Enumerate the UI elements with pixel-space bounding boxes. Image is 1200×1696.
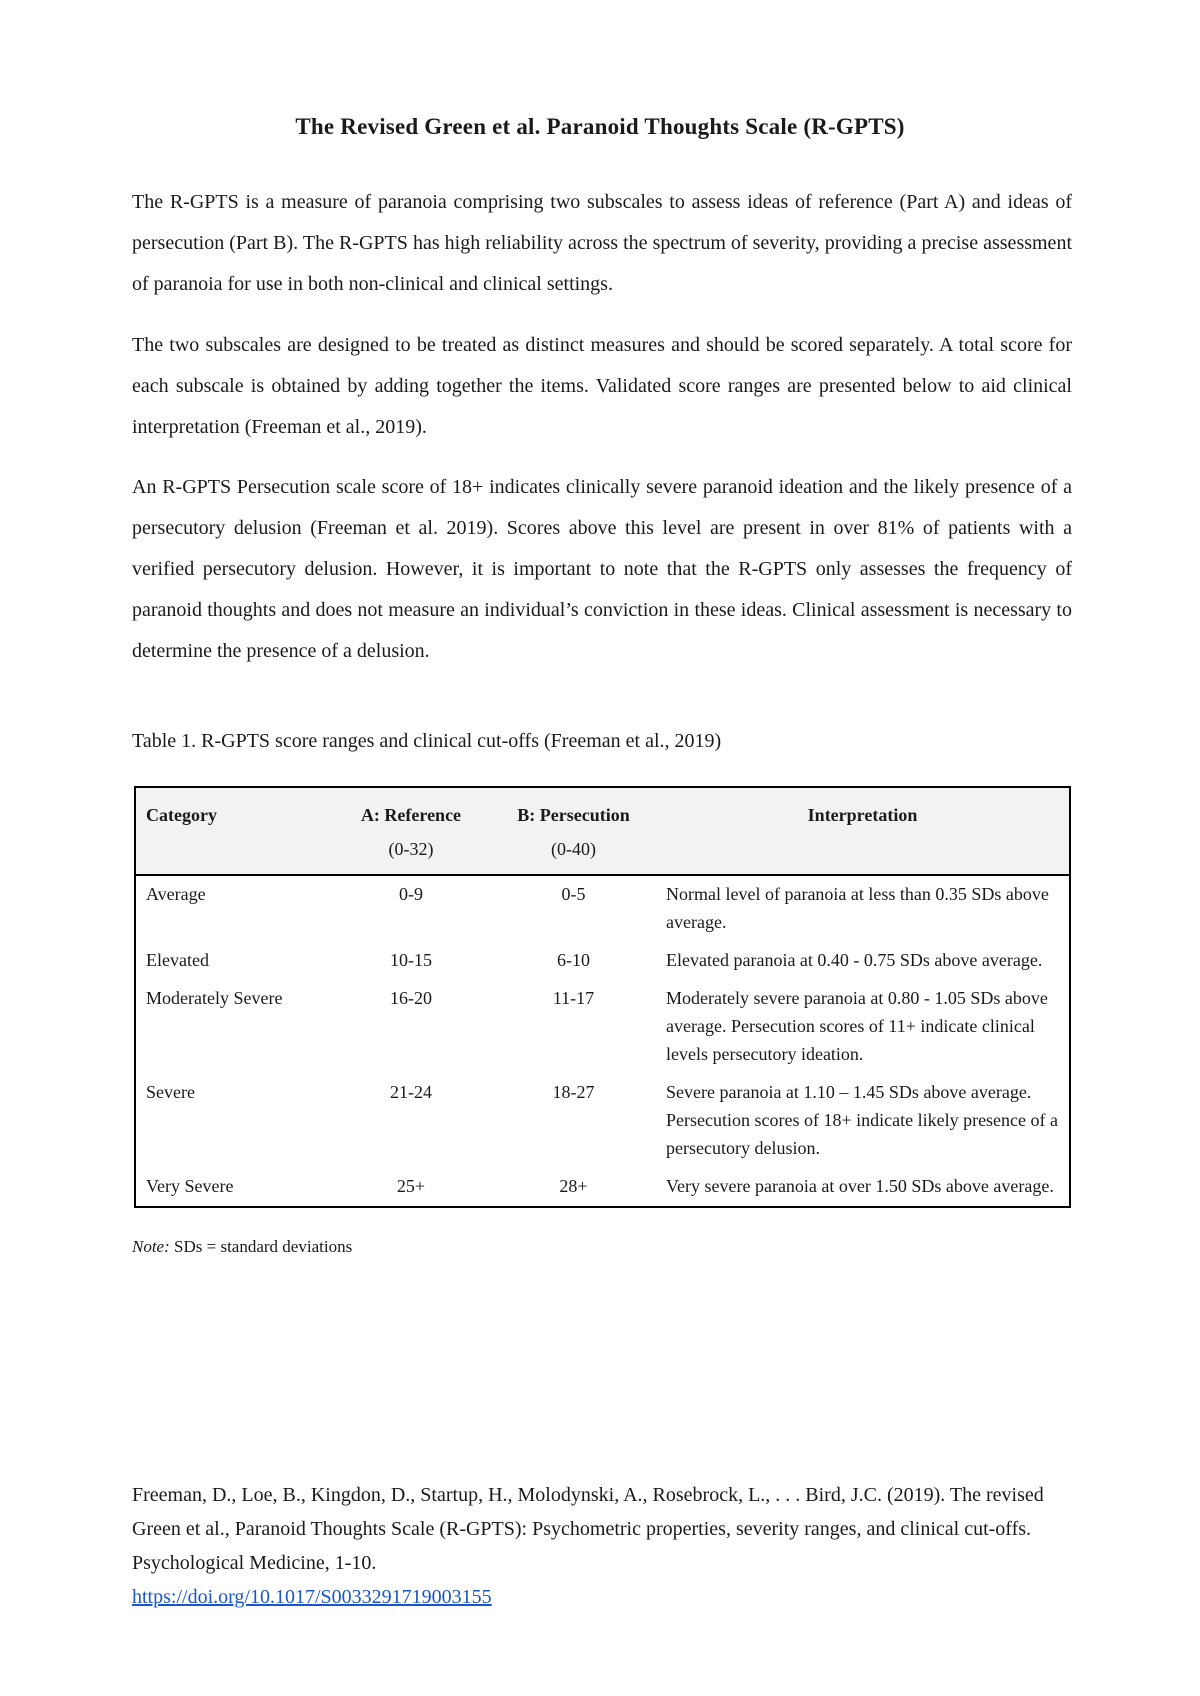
table-header-row: [135, 787, 1070, 875]
cell-reference: 25+: [396, 1176, 426, 1196]
cell-interpretation: Very severe paranoia at over 1.50 SDs above average.: [666, 1176, 1054, 1196]
cell-reference: 21-24: [390, 1082, 432, 1102]
cell-interpretation: Moderately severe paranoia at 0.80 - 1.05 SDs above average. Persecution scores of 11+ indicate clinical levels persecutory ideation.: [666, 988, 1048, 1064]
cell-reference: 10-15: [390, 950, 432, 970]
header-reference-label: A: Reference: [360, 805, 462, 825]
header-reference-range: (0-32): [388, 839, 434, 859]
header-category: [135, 787, 331, 875]
header-persecution-range: (0-40): [551, 839, 596, 859]
header-interpretation: [656, 787, 1070, 875]
cell-persecution: 28+: [559, 1176, 588, 1196]
table-row: [135, 875, 1070, 942]
table-row: [135, 1074, 1070, 1168]
cell-category: Severe: [146, 1082, 195, 1102]
cell-category: Average: [146, 884, 206, 904]
header-persecution: [491, 787, 656, 875]
cell-category: Moderately Severe: [146, 988, 283, 1008]
header-reference: [331, 787, 491, 875]
score-ranges-table: [134, 786, 1071, 1208]
document-title: The Revised Green et al. Paranoid Thoughts Scale (R-GPTS): [295, 114, 905, 139]
cell-reference: 16-20: [390, 988, 432, 1008]
cell-persecution: 11-17: [552, 988, 595, 1008]
cell-interpretation: Elevated paranoia at 0.40 - 0.75 SDs above average.: [666, 950, 1043, 970]
cell-category: Very Severe: [146, 1176, 234, 1196]
table-caption: Table 1. R-GPTS score ranges and clinical cut-offs (Freeman et al., 2019): [132, 730, 722, 752]
cell-interpretation: Severe paranoia at 1.10 – 1.45 SDs above average. Persecution scores of 18+ indicate likely presence of a persecutory delusion.: [666, 1082, 1059, 1158]
header-persecution-label: B: Persecution: [517, 805, 630, 825]
reference-entry: [132, 1478, 1072, 1614]
header-category-label: Category: [146, 805, 217, 825]
table-row: [135, 942, 1070, 980]
cell-persecution: 6-10: [557, 950, 590, 970]
cell-interpretation: Normal level of paranoia at less than 0.35 SDs above average.: [666, 884, 1049, 932]
table-row: [135, 980, 1070, 1074]
table-note-text: SDs = standard deviations: [169, 1237, 353, 1256]
cell-persecution: 18-27: [552, 1082, 595, 1102]
scoring-paragraph: The two subscales are designed to be treated as distinct measures and should be scored separately. A total score for each subscale is obtained by adding together the items. Validated score ranges are presented below to aid clinical interpretation (Freeman et al., 2019).: [132, 334, 1072, 438]
cell-reference: 0-9: [399, 884, 423, 904]
reference-citation: Freeman, D., Loe, B., Kingdon, D., Startup, H., Molodynski, A., Rosebrock, L., . . . Bird, J.C. (2019). The revised Green et al., Paranoid Thoughts Scale (R-GPTS): Psychometric properties, severity ranges, and clinical cut-offs. Psychological Medicine, 1-10.: [132, 1484, 1044, 1574]
table-note: [132, 1237, 352, 1257]
cell-category: Elevated: [146, 950, 209, 970]
intro-paragraph: The R-GPTS is a measure of paranoia comprising two subscales to assess ideas of reference (Part A) and ideas of persecution (Part B). The R-GPTS has high reliability across the spectrum of severity, providing a precise assessment of paranoia for use in both non-clinical and clinical settings.: [132, 191, 1072, 295]
cutoff-paragraph: An R-GPTS Persecution scale score of 18+ indicates clinically severe paranoid ideation and the likely presence of a persecutory delusion (Freeman et al. 2019). Scores above this level are present in over 81% of patients with a verified persecutory delusion. However, it is important to note that the R-GPTS only assesses the frequency of paranoid thoughts and does not measure an individual’s conviction in these ideas. Clinical assessment is necessary to determine the presence of a delusion.: [132, 476, 1072, 662]
table-note-label: Note:: [132, 1237, 170, 1256]
table-row: [135, 1168, 1070, 1207]
reference-doi-link[interactable]: https://doi.org/10.1017/S0033291719003155: [132, 1586, 492, 1608]
header-interpretation-label: Interpretation: [807, 805, 918, 825]
cell-persecution: 0-5: [561, 884, 586, 904]
